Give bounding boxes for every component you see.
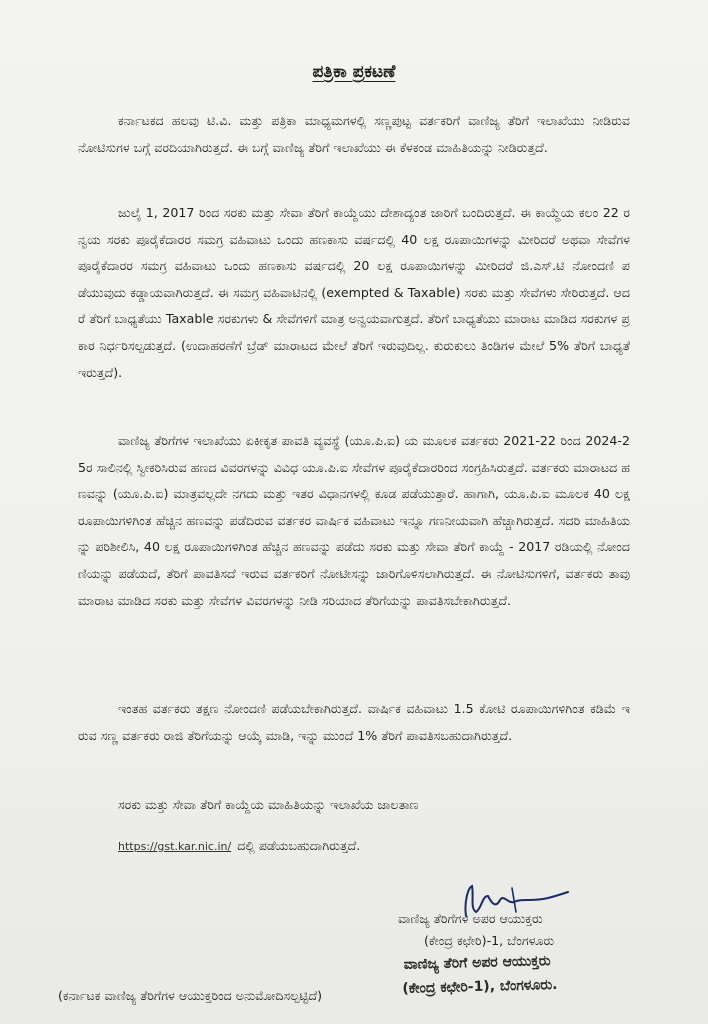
signature-scribble <box>452 882 572 922</box>
paragraph-intro: ಕರ್ನಾಟಕದ ಹಲವು ಟಿ.ವಿ. ಮತ್ತು ಪತ್ರಿಕಾ ಮಾಧ್ಯಮಗಳಲ್ಲಿ ಸಣ್ಣಪುಟ್ಟ ವರ್ತಕರಿಗೆ ವಾಣಿಜ್ಯ ತೆರಿಗೆ ಇಲಾಖೆಯು ನೀಡಿರುವ ನೋಟಿಸುಗಳ ಬಗ್ಗೆ ವರದಿಯಾಗಿರುತ್ತದೆ. ಈ ಬಗ್ಗೆ ವಾಣಿಜ್ಯ ತೆರಿಗೆ ಇಲಾಖೆಯು ಈ ಕೆಳಕಂಡ ಮಾಹಿತಿಯನ್ನು ನೀಡಿರುತ್ತದೆ. <box>78 113 630 155</box>
website-link-suffix: ದಲ್ಲಿ ಪಡೆಯಬಹುದಾಗಿರುತ್ತದೆ. <box>237 838 361 853</box>
paragraph-gst-registration: ಜುಲೈ 1, 2017 ರಿಂದ ಸರಕು ಮತ್ತು ಸೇವಾ ತೆರಿಗೆ ಕಾಯ್ದೆಯು ದೇಶಾದ್ಯಂತ ಜಾರಿಗೆ ಬಂದಿರುತ್ತದೆ. ಈ ಕಾಯ್ದೆಯ ಕಲಂ 22 ರನ್ವಯ ಸರಕು ಪೂರೈಕೆದಾರರ ಸಮಗ್ರ ವಹಿವಾಟು ಒಂದು ಹಣಕಾಸು ವರ್ಷದಲ್ಲಿ 40 ಲಕ್ಷ ರೂಪಾಯಿಗಳನ್ನು ಮೀರಿದರೆ ಅಥವಾ ಸೇವೆಗಳ ಪೂರೈಕೆದಾರರ ಸಮಗ್ರ ವಹಿವಾಟು ಒಂದು ಹಣಕಾಸು ವರ್ಷದಲ್ಲಿ 20 ಲಕ್ಷ ರೂಪಾಯಿಗಳನ್ನು ಮೀರಿದರೆ ಜಿ.ಎಸ್.ಟಿ ನೋಂದಣಿ ಪಡೆಯುವುದು ಕಡ್ಡಾಯವಾಗಿರುತ್ತದೆ. ಈ ಸಮಗ್ರ ವಹಿವಾಟಿನಲ್ಲಿ (exempted & Taxable) ಸರಕು ಮತ್ತು ಸೇವೆಗಳು ಸೇರಿರುತ್ತದೆ. ಆದರೆ ತೆರಿಗೆ ಬಾಧ್ಯತೆಯು Taxable ಸರಕುಗಳು & ಸೇವೆಗಳಿಗೆ ಮಾತ್ರ ಅನ್ವಯವಾಗುತ್ತದೆ. ತೆರಿಗೆ ಬಾಧ್ಯತೆಯು ಮಾರಾಟ ಮಾಡಿದ ಸರಕುಗಳ ಪ್ರಕಾರ ನಿರ್ಧರಿಸಲ್ಪಡುತ್ತದೆ. (ಉದಾಹರಣೆಗೆ ಬ್ರೆಡ್ ಮಾರಾಟದ ಮೇಲೆ ತೆರಿಗೆ ಇರುವುದಿಲ್ಲ. ಕುರುಕುಲು ತಿಂಡಿಗಳ ಮೇಲೆ 5% ತೆರಿಗೆ ಬಾಧ್ಯತೆ ಇರುತ್ತದೆ). <box>78 205 630 380</box>
paragraph-website-info: ಸರಕು ಮತ್ತು ಸೇವಾ ತೆರಿಗೆ ಕಾಯ್ದೆಯ ಮಾಹಿತಿಯನ್ನು ಇಲಾಖೆಯ ಜಾಲತಾಣ <box>118 797 419 812</box>
paragraph-composition-tax: ಇಂತಹ ವರ್ತಕರು ತಕ್ಷಣ ನೋಂದಣಿ ಪಡೆಯಬೇಕಾಗಿರುತ್ತದೆ. ವಾರ್ಷಿಕ ವಹಿವಾಟು 1.5 ಕೋಟಿ ರೂಪಾಯಿಗಳಿಗಿಂತ ಕಡಿಮೆ ಇರುವ ಸಣ್ಣ ವರ್ತಕರು ರಾಜಿ ತೆರಿಗೆಯನ್ನು ಆಯ್ಕೆ ಮಾಡಿ, ಇನ್ನು ಮುಂದೆ 1% ತೆರಿಗೆ ಪಾವತಿಸಬಹುದಾಗಿರುತ್ತದೆ. <box>78 701 630 743</box>
title-text: ಪತ್ರಿಕಾ ಪ್ರಕಟಣೆ <box>312 62 396 82</box>
signatory-designation: ವಾಣಿಜ್ಯ ತೆರಿಗೆಗಳ ಅಪರ ಆಯುಕ್ತರು <box>398 911 543 926</box>
signatory-office: (ಕೇಂದ್ರ ಕಛೇರಿ)-1, ಬೆಂಗಳೂರು <box>424 933 555 948</box>
signature-block <box>398 908 698 952</box>
website-link-row <box>118 834 360 859</box>
gst-website-link[interactable]: https://gst.kar.nic.in/ <box>118 840 232 853</box>
stamp-line-1: ವಾಣಿಜ್ಯ ತೆರಿಗೆ ಅಪರ ಆಯುಕ್ತರು <box>403 953 551 973</box>
approval-footer: (ಕರ್ನಾಟಕ ವಾಣಿಜ್ಯ ತೆರಿಗೆಗಳ ಆಯುಕ್ತರಿಂದ ಅನುಮೋದಿಸಲ್ಪಟ್ಟಿದೆ) <box>58 988 322 1003</box>
page-title <box>0 62 708 82</box>
official-stamp <box>403 947 624 1001</box>
paragraph-upi-details: ವಾಣಿಜ್ಯ ತೆರಿಗೆಗಳ ಇಲಾಖೆಯು ಏಕೀಕೃತ ಪಾವತಿ ವ್ಯವಸ್ಥೆ (ಯೂ.ಪಿ.ಐ) ಯ ಮೂಲಕ ವರ್ತಕರು 2021-22 ರಿಂದ 2024-25ರ ಸಾಲಿನಲ್ಲಿ ಸ್ವೀಕರಿಸಿರುವ ಹಣದ ವಿವರಗಳನ್ನು ವಿವಿಧ ಯೂ.ಪಿ.ಐ ಸೇವೆಗಳ ಪೂರೈಕೆದಾರರಿಂದ ಸಂಗ್ರಹಿಸಿರುತ್ತದೆ. ವರ್ತಕರು ಮಾರಾಟದ ಹಣವನ್ನು (ಯೂ.ಪಿ.ಐ) ಮಾತ್ರವಲ್ಲದೇ ನಗದು ಮತ್ತು ಇತರ ವಿಧಾನಗಳಲ್ಲಿ ಕೂಡ ಪಡೆಯುತ್ತಾರೆ. ಹಾಗಾಗಿ, ಯೂ.ಪಿ.ಐ ಮೂಲಕ 40 ಲಕ್ಷ ರೂಪಾಯಿಗಳಿಗಿಂತ ಹೆಚ್ಚಿನ ಹಣವನ್ನು ಪಡೆದಿರುವ ವರ್ತಕರ ವಾರ್ಷಿಕ ವಹಿವಾಟು ಇನ್ನೂ ಗಣನೀಯವಾಗಿ ಹೆಚ್ಚಾಗಿರುತ್ತದೆ. ಸದರಿ ಮಾಹಿತಿಯನ್ನು ಪರಿಶೀಲಿಸಿ, 40 ಲಕ್ಷ ರೂಪಾಯಿಗಳಿಗಿಂತ ಹೆಚ್ಚಿನ ಹಣವನ್ನು ಪಡೆದು ಸರಕು ಮತ್ತು ಸೇವಾ ತೆರಿಗೆ ಕಾಯ್ದೆ - 2017 ರಡಿಯಲ್ಲಿ ನೋಂದಣಿಯನ್ನು ಪಡೆಯದೆ, ತೆರಿಗೆ ಪಾವತಿಸದೆ ಇರುವ ವರ್ತಕರಿಗೆ ನೋಟೀಸನ್ನು ಜಾರಿಗೊಳಿಸಲಾಗಿರುತ್ತದೆ. ಈ ನೋಟಿಸುಗಳಿಗೆ, ವರ್ತಕರು ತಾವು ಮಾರಾಟ ಮಾಡಿದ ಸರಕು ಮತ್ತು ಸೇವೆಗಳ ವಿವರಗಳನ್ನು ನೀಡಿ ಸರಿಯಾದ ತೆರಿಗೆಯನ್ನು ಪಾವತಿಸಬೇಕಾಗಿರುತ್ತದೆ. <box>78 433 630 608</box>
stamp-line-2: (ಕೇಂದ್ರ ಕಛೇರಿ-1), ಬೆಂಗಳೂರು. <box>402 976 558 997</box>
